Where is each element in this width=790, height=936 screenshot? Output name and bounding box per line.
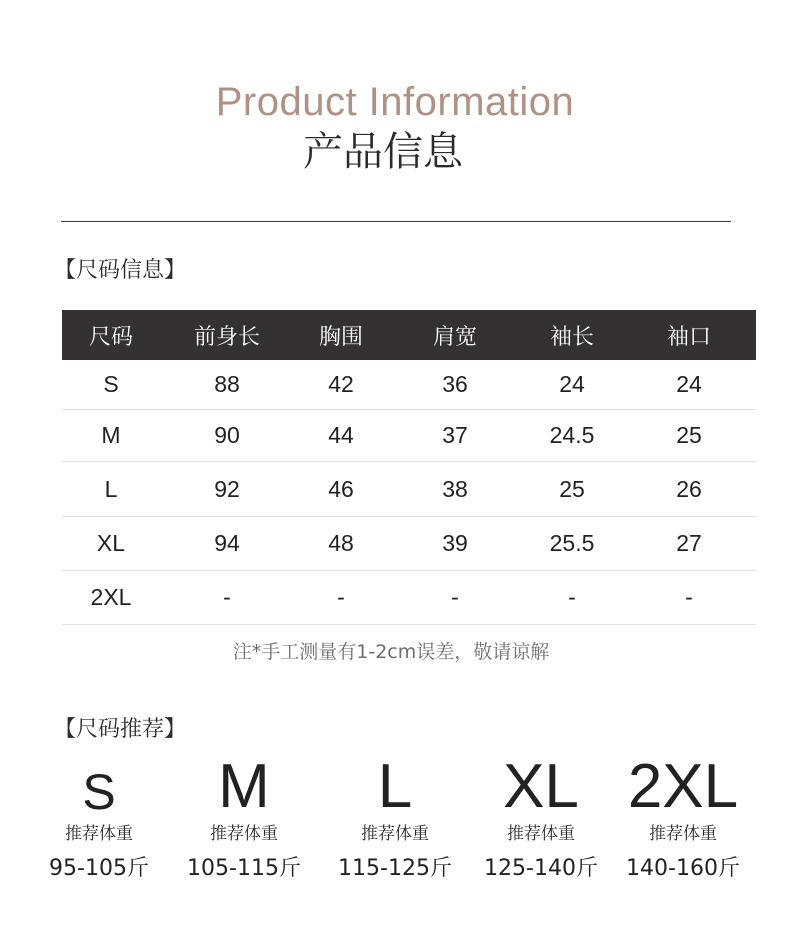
recommendation-item-xl (466, 752, 616, 884)
cell-cuff: - (622, 571, 756, 625)
cell-chest: - (294, 571, 388, 625)
cell-chest: 44 (294, 410, 388, 462)
header-sleeve-length: 袖长 (522, 310, 622, 360)
cell-front-length: 92 (160, 462, 294, 517)
cell-sleeve-length: 25 (522, 462, 622, 517)
header-front-length: 前身长 (160, 310, 294, 360)
recommended-weight-label: 推荐体重 (361, 824, 429, 844)
recommendation-item-2xl (608, 752, 758, 884)
cell-size: XL (62, 517, 160, 571)
cell-shoulder: 37 (388, 410, 522, 462)
cell-front-length: 90 (160, 410, 294, 462)
size-table (62, 310, 756, 625)
size-table-header-row (62, 310, 756, 360)
recommended-size: L (377, 752, 413, 821)
recommendation-item-s (24, 752, 174, 884)
cell-chest: 42 (294, 360, 388, 410)
header-shoulder: 肩宽 (388, 310, 522, 360)
table-row (62, 517, 756, 571)
recommended-size: 2XL (627, 752, 739, 821)
header-chest: 胸围 (294, 310, 388, 360)
recommended-weight-label: 推荐体重 (210, 824, 278, 844)
cell-cuff: 25 (622, 410, 756, 462)
cell-cuff: 24 (622, 360, 756, 410)
recommended-weight-range: 95-105斤 (49, 856, 149, 881)
recommended-size: S (82, 764, 116, 820)
measurement-note: 注*手工测量有1-2cm误差，敬请谅解 (232, 641, 550, 663)
header-divider (61, 221, 731, 222)
size-recommendation-label: 【尺码推荐】 (54, 717, 187, 742)
recommended-weight-label: 推荐体重 (507, 824, 575, 844)
recommended-size: XL (503, 752, 579, 821)
cell-shoulder: 39 (388, 517, 522, 571)
cell-front-length: - (160, 571, 294, 625)
cell-sleeve-length: 25.5 (522, 517, 622, 571)
cell-shoulder: 36 (388, 360, 522, 410)
recommended-weight-range: 105-115斤 (187, 856, 301, 881)
recommended-weight-label: 推荐体重 (65, 824, 133, 844)
cell-cuff: 26 (622, 462, 756, 517)
header-size: 尺码 (62, 310, 160, 360)
recommended-weight-range: 140-160斤 (626, 856, 740, 881)
recommended-weight-label: 推荐体重 (649, 824, 717, 844)
cell-size: 2XL (62, 571, 160, 625)
recommendation-item-l (320, 752, 470, 884)
recommendation-item-m (169, 752, 319, 884)
table-row (62, 571, 756, 625)
cell-shoulder: - (388, 571, 522, 625)
header-cuff: 袖口 (622, 310, 756, 360)
cell-cuff: 27 (622, 517, 756, 571)
cell-size: M (62, 410, 160, 462)
title-english: Product Information (215, 80, 575, 124)
cell-chest: 48 (294, 517, 388, 571)
size-info-label: 【尺码信息】 (54, 258, 187, 283)
cell-sleeve-length: 24 (522, 360, 622, 410)
cell-sleeve-length: - (522, 571, 622, 625)
cell-front-length: 88 (160, 360, 294, 410)
table-row (62, 462, 756, 517)
recommended-size: M (218, 752, 270, 821)
recommended-weight-range: 115-125斤 (338, 856, 452, 881)
recommended-weight-range: 125-140斤 (484, 856, 598, 881)
cell-sleeve-length: 24.5 (522, 410, 622, 462)
table-row (62, 410, 756, 462)
title-chinese: 产品信息 (303, 129, 463, 175)
cell-size: S (62, 360, 160, 410)
cell-size: L (62, 462, 160, 517)
cell-shoulder: 38 (388, 462, 522, 517)
table-row (62, 360, 756, 410)
cell-chest: 46 (294, 462, 388, 517)
cell-front-length: 94 (160, 517, 294, 571)
